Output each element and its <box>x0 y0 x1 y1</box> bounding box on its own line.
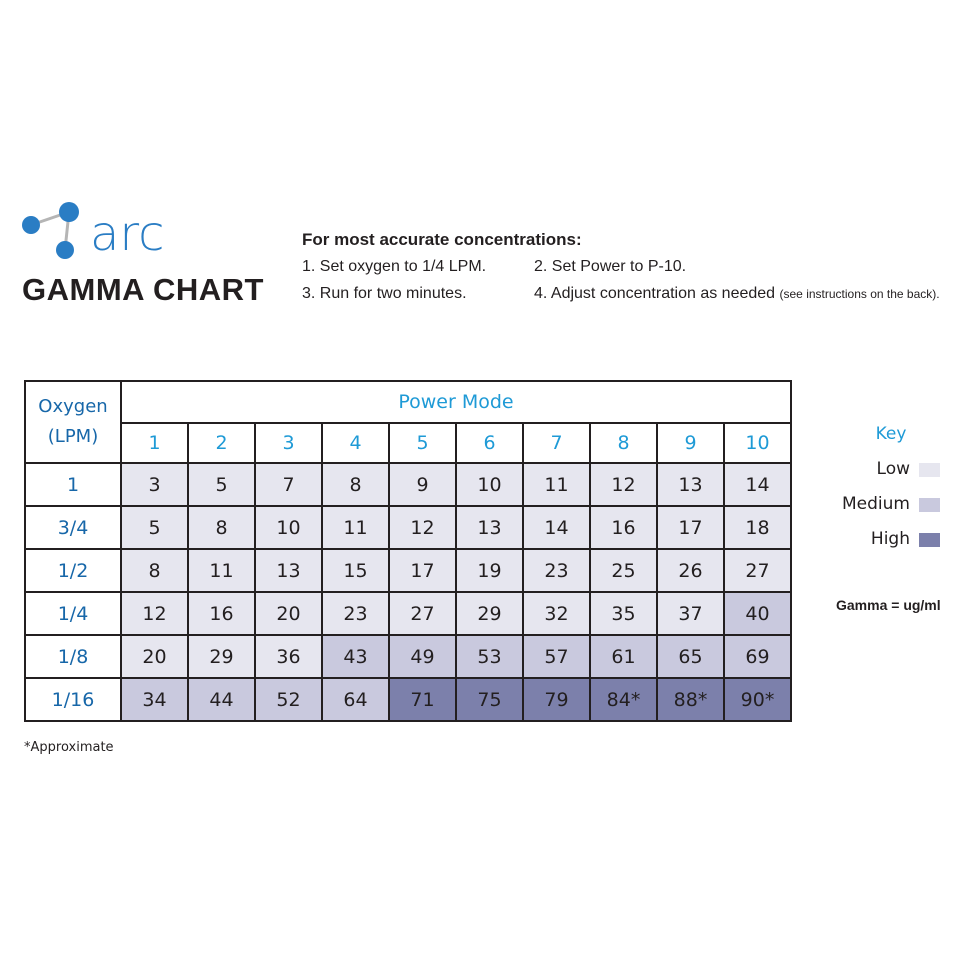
oxygen-row-label: 1 <box>25 463 121 506</box>
power-mode-column-header: 10 <box>724 423 791 463</box>
power-mode-column-header: 6 <box>456 423 523 463</box>
gamma-cell: 20 <box>121 635 188 678</box>
gamma-cell: 12 <box>389 506 456 549</box>
gamma-cell: 14 <box>724 463 791 506</box>
gamma-cell: 53 <box>456 635 523 678</box>
gamma-cell: 52 <box>255 678 322 721</box>
oxygen-row-label: 1/8 <box>25 635 121 678</box>
gamma-cell: 13 <box>456 506 523 549</box>
power-mode-header: Power Mode <box>121 381 791 423</box>
gamma-cell: 88* <box>657 678 724 721</box>
gamma-table <box>24 380 792 722</box>
step-4-text: 4. Adjust concentration as needed <box>534 285 776 302</box>
gamma-cell: 15 <box>322 549 389 592</box>
gamma-cell: 13 <box>255 549 322 592</box>
gamma-unit-note: Gamma = ug/ml <box>836 597 941 613</box>
gamma-cell: 10 <box>255 506 322 549</box>
instructions-row <box>302 258 952 276</box>
gamma-cell: 79 <box>523 678 590 721</box>
gamma-cell: 44 <box>188 678 255 721</box>
table-row <box>25 506 791 549</box>
key-swatch <box>919 498 940 512</box>
gamma-cell: 23 <box>523 549 590 592</box>
gamma-cell: 36 <box>255 635 322 678</box>
step-3: 3. Run for two minutes. <box>302 285 467 302</box>
gamma-cell: 8 <box>322 463 389 506</box>
oxygen-row-label: 1/4 <box>25 592 121 635</box>
oxygen-header-line2: (LPM) <box>47 426 99 447</box>
gamma-cell: 11 <box>523 463 590 506</box>
gamma-cell: 61 <box>590 635 657 678</box>
key-item <box>836 494 946 514</box>
gamma-cell: 90* <box>724 678 791 721</box>
gamma-cell: 12 <box>590 463 657 506</box>
gamma-cell: 5 <box>188 463 255 506</box>
power-mode-column-header: 4 <box>322 423 389 463</box>
step-4-note: (see instructions on the back). <box>779 287 940 301</box>
instructions-block <box>302 230 952 312</box>
gamma-cell: 18 <box>724 506 791 549</box>
gamma-cell: 35 <box>590 592 657 635</box>
gamma-cell: 11 <box>322 506 389 549</box>
gamma-cell: 17 <box>389 549 456 592</box>
gamma-cell: 14 <box>523 506 590 549</box>
step-4 <box>534 285 940 303</box>
gamma-cell: 8 <box>121 549 188 592</box>
key-swatch <box>919 533 940 547</box>
key-legend <box>836 424 946 549</box>
table-row <box>25 549 791 592</box>
gamma-cell: 32 <box>523 592 590 635</box>
gamma-cell: 84* <box>590 678 657 721</box>
gamma-cell: 27 <box>389 592 456 635</box>
gamma-cell: 10 <box>456 463 523 506</box>
gamma-cell: 3 <box>121 463 188 506</box>
gamma-cell: 69 <box>724 635 791 678</box>
key-title: Key <box>875 424 907 444</box>
key-swatch <box>919 463 940 477</box>
gamma-cell: 19 <box>456 549 523 592</box>
oxygen-row-label: 3/4 <box>25 506 121 549</box>
gamma-cell: 16 <box>590 506 657 549</box>
gamma-cell: 37 <box>657 592 724 635</box>
gamma-cell: 43 <box>322 635 389 678</box>
gamma-cell: 40 <box>724 592 791 635</box>
gamma-cell: 12 <box>121 592 188 635</box>
gamma-cell: 5 <box>121 506 188 549</box>
instructions-row <box>302 285 952 303</box>
gamma-cell: 27 <box>724 549 791 592</box>
gamma-cell: 29 <box>456 592 523 635</box>
gamma-cell: 49 <box>389 635 456 678</box>
key-item <box>836 529 946 549</box>
table-row <box>25 463 791 506</box>
key-item <box>836 459 946 479</box>
molecule-logo-icon <box>20 200 195 262</box>
key-label: Low <box>876 459 910 479</box>
gamma-cell: 11 <box>188 549 255 592</box>
arc-logo <box>20 200 195 262</box>
gamma-cell: 34 <box>121 678 188 721</box>
power-mode-column-header: 3 <box>255 423 322 463</box>
gamma-cell: 17 <box>657 506 724 549</box>
gamma-cell: 65 <box>657 635 724 678</box>
key-label: Medium <box>842 494 910 514</box>
power-mode-column-header: 8 <box>590 423 657 463</box>
gamma-cell: 64 <box>322 678 389 721</box>
gamma-cell: 75 <box>456 678 523 721</box>
instructions-heading: For most accurate concentrations: <box>302 230 582 249</box>
gamma-cell: 23 <box>322 592 389 635</box>
gamma-cell: 25 <box>590 549 657 592</box>
gamma-cell: 13 <box>657 463 724 506</box>
power-mode-column-header: 7 <box>523 423 590 463</box>
power-mode-column-header: 1 <box>121 423 188 463</box>
oxygen-row-label: 1/2 <box>25 549 121 592</box>
table-row <box>25 635 791 678</box>
key-label: High <box>870 529 910 549</box>
gamma-cell: 29 <box>188 635 255 678</box>
power-mode-column-header: 9 <box>657 423 724 463</box>
gamma-cell: 20 <box>255 592 322 635</box>
oxygen-header-line1: Oxygen <box>38 396 108 417</box>
step-2: 2. Set Power to P-10. <box>534 258 687 275</box>
step-1: 1. Set oxygen to 1/4 LPM. <box>302 258 487 275</box>
page-title: GAMMA CHART <box>22 272 264 307</box>
table-row <box>25 592 791 635</box>
logo-wordmark: arc <box>90 206 165 262</box>
gamma-cell: 71 <box>389 678 456 721</box>
table-row <box>25 678 791 721</box>
gamma-cell: 16 <box>188 592 255 635</box>
gamma-cell: 9 <box>389 463 456 506</box>
gamma-cell: 7 <box>255 463 322 506</box>
approximate-footnote: *Approximate <box>24 740 114 755</box>
gamma-cell: 8 <box>188 506 255 549</box>
gamma-cell: 26 <box>657 549 724 592</box>
power-mode-column-header: 2 <box>188 423 255 463</box>
oxygen-row-label: 1/16 <box>25 678 121 721</box>
gamma-cell: 57 <box>523 635 590 678</box>
oxygen-header <box>25 381 121 463</box>
power-mode-column-header: 5 <box>389 423 456 463</box>
